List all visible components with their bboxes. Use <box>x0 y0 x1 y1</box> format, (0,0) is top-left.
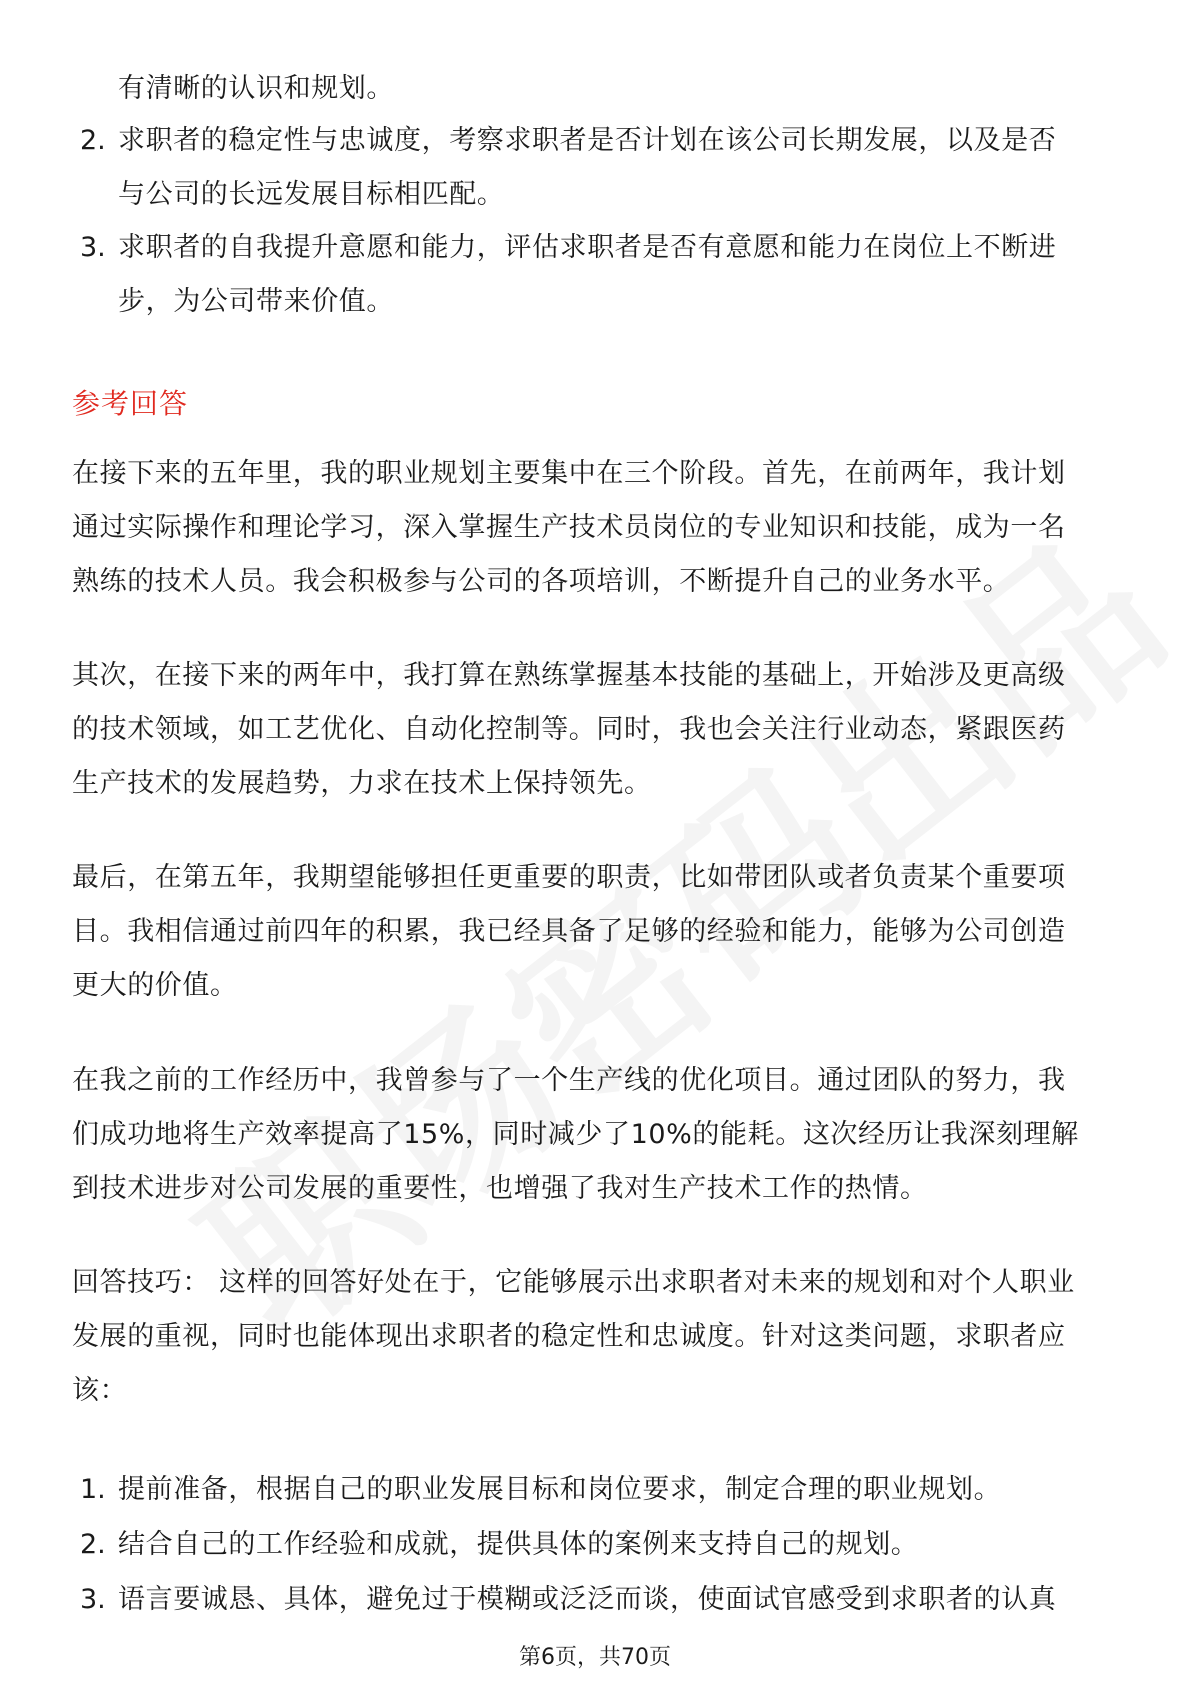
list-item-1-continuation: 有清晰的认识和规划。 <box>118 73 394 104</box>
paragraph-2-line-1: 其次，在接下来的两年中，我打算在熟练掌握基本技能的基础上，开始涉及更高级 <box>72 660 1066 691</box>
paragraph-3-line-3: 更大的价值。 <box>72 970 238 1001</box>
list-item-3-line-1: 求职者的自我提升意愿和能力，评估求职者是否有意愿和能力在岗位上不断进 <box>118 232 1057 263</box>
list-item-3-line-2: 步，为公司带来价值。 <box>118 286 394 317</box>
tip-2-number: 2. <box>80 1529 106 1560</box>
paragraph-5-line-2: 发展的重视，同时也能体现出求职者的稳定性和忠诚度。针对这类问题，求职者应 <box>72 1321 1066 1352</box>
paragraph-3-line-1: 最后，在第五年，我期望能够担任更重要的职责，比如带团队或者负责某个重要项 <box>72 862 1066 893</box>
paragraph-4-line-1: 在我之前的工作经历中，我曾参与了一个生产线的优化项目。通过团队的努力，我 <box>72 1065 1066 1096</box>
tip-2-text: 结合自己的工作经验和成就，提供具体的案例来支持自己的规划。 <box>118 1529 919 1560</box>
paragraph-5-line-3: 该： <box>72 1375 128 1406</box>
tip-3-number: 3. <box>80 1584 106 1615</box>
tip-1-number: 1. <box>80 1474 106 1505</box>
list-item-2-line-1: 求职者的稳定性与忠诚度，考察求职者是否计划在该公司长期发展，以及是否 <box>118 125 1057 156</box>
paragraph-1-line-3: 熟练的技术人员。我会积极参与公司的各项培训，不断提升自己的业务水平。 <box>72 566 1011 597</box>
paragraph-3-line-2: 目。我相信通过前四年的积累，我已经具备了足够的经验和能力，能够为公司创造 <box>72 916 1066 947</box>
paragraph-4-line-3: 到技术进步对公司发展的重要性，也增强了我对生产技术工作的热情。 <box>72 1173 928 1204</box>
paragraph-1-line-2: 通过实际操作和理论学习，深入掌握生产技术员岗位的专业知识和技能，成为一名 <box>72 512 1066 543</box>
paragraph-5-line-1: 回答技巧： 这样的回答好处在于，它能够展示出求职者对未来的规划和对个人职业 <box>72 1267 1075 1298</box>
list-item-2-number: 2. <box>80 125 106 156</box>
list-item-2-line-2: 与公司的长远发展目标相匹配。 <box>118 179 505 210</box>
list-item-3-number: 3. <box>80 232 106 263</box>
tip-3-text: 语言要诚恳、具体，避免过于模糊或泛泛而谈，使面试官感受到求职者的认真 <box>118 1584 1057 1615</box>
paragraph-2-line-2: 的技术领域，如工艺优化、自动化控制等。同时，我也会关注行业动态，紧跟医药 <box>72 714 1066 745</box>
paragraph-2-line-3: 生产技术的发展趋势，力求在技术上保持领先。 <box>72 768 652 799</box>
section-heading: 参考回答 <box>72 387 189 420</box>
paragraph-1-line-1: 在接下来的五年里，我的职业规划主要集中在三个阶段。首先，在前两年，我计划 <box>72 458 1066 489</box>
paragraph-4-line-2: 们成功地将生产效率提高了15%，同时减少了10%的能耗。这次经历让我深刻理解 <box>72 1119 1079 1150</box>
page-footer: 第6页，共70页 <box>519 1645 671 1670</box>
tip-1-text: 提前准备，根据自己的职业发展目标和岗位要求，制定合理的职业规划。 <box>118 1474 1002 1505</box>
